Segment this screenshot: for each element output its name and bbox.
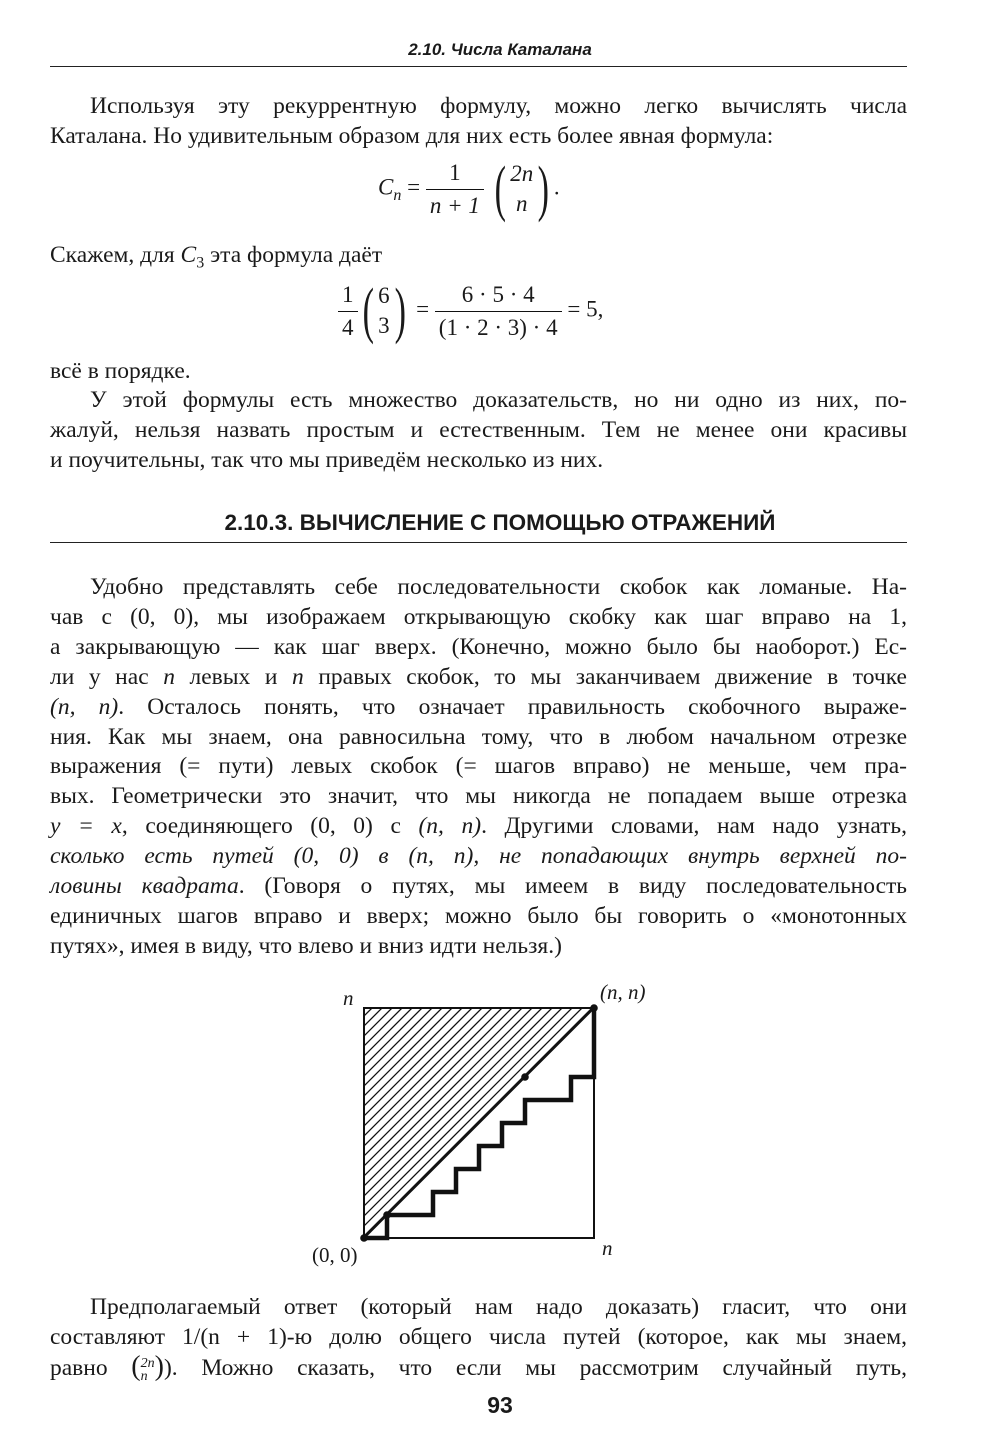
- diagonal-touch-point: [590, 1004, 598, 1012]
- text-line: [50, 812, 907, 842]
- text-line: [50, 240, 907, 279]
- label-origin: (0, 0): [312, 1243, 358, 1267]
- hatch-line: [352, 1008, 502, 1248]
- text-line: вых. Геометрически это значит, что мы никогда не попадаем выше отрезка: [50, 783, 907, 810]
- text-line: ния. Как мы знаем, она равносильна тому, что в любом начальном отрезке: [50, 723, 907, 750]
- text-fragment: Скажем, для: [50, 242, 181, 268]
- binomial: [490, 155, 554, 223]
- label-top-left-n: n: [343, 986, 354, 1010]
- example-formula: [338, 277, 604, 345]
- hatch-line: [352, 1008, 362, 1248]
- equals-sign: =: [416, 296, 435, 322]
- inline-binomial-top: 2n: [140, 1355, 155, 1371]
- hatch-line: [352, 1008, 542, 1248]
- text-line: равно ( 2n n )). Можно сказать, что если мы рассмотрим случайный путь,: [50, 1351, 907, 1384]
- formula-result: = 5,: [567, 296, 604, 322]
- running-head: 2.10. Числа Каталана: [408, 40, 592, 59]
- hatch-line: [432, 1008, 612, 1248]
- text-fragment: левых и: [174, 663, 293, 690]
- binomial-bottom: n: [516, 191, 528, 216]
- text-line: [50, 872, 907, 902]
- right-paren: ): [537, 155, 550, 223]
- text-fragment: ли у нас: [50, 663, 164, 690]
- math-subscript: 3: [196, 254, 205, 272]
- text-line: составляют 1/(n + 1)-ю долю общего числа путей (которое, как мы знаем,: [50, 1324, 907, 1350]
- text-line: [50, 693, 907, 723]
- hatch-line: [582, 1008, 612, 1248]
- text-fragment: равно: [50, 1355, 132, 1381]
- paragraph-reflection: [50, 573, 907, 962]
- text-line: выражения (= пути) левых скобок (= шагов вправо) не меньше, чем пра-: [50, 753, 907, 780]
- diagonal-touch-point: [383, 1211, 391, 1219]
- text-line: жалуй, нельзя назвать простым и естественным. Тем не менее они красивы: [50, 417, 907, 443]
- hatch-line: [602, 1008, 612, 1248]
- hatch-line: [422, 1008, 612, 1248]
- left-paren: (: [494, 155, 506, 223]
- diagonal-touch-point: [360, 1234, 368, 1242]
- left-paren: (: [362, 277, 374, 345]
- text-fragment: . Другими словами, нам надо узнать,: [481, 813, 908, 840]
- text-fragment: эта формула даёт: [204, 242, 383, 268]
- lattice-path-figure: [352, 998, 612, 1258]
- text-line-italic: сколько есть путей (0, 0) в (n, n), не попадающих внутрь верхней по-: [50, 843, 907, 870]
- hatch-line: [372, 1008, 612, 1248]
- text-fragment: правых скобок, то мы заканчиваем движение в точке: [303, 663, 907, 690]
- text-fragment-italic: ловины квадрата: [50, 873, 239, 900]
- binomial-bottom: 3: [378, 313, 390, 338]
- hatch-line: [512, 1008, 612, 1248]
- hatch-line: [562, 1008, 612, 1248]
- section-heading: 2.10.3. ВЫЧИСЛЕНИЕ С ПОМОЩЬЮ ОТРАЖЕНИЙ: [224, 510, 776, 535]
- math-point: (n, n): [418, 813, 482, 840]
- label-top-right-nn: (n, n): [600, 980, 646, 1004]
- diagonal-touch-point: [521, 1073, 529, 1081]
- binomial: [358, 277, 411, 345]
- hatch-line: [362, 1008, 602, 1248]
- text-line: У этой формулы есть множество доказательств, но ни одно из них, по-: [90, 387, 907, 413]
- catalan-formula: [378, 155, 560, 223]
- fraction-numerator: 1: [449, 159, 461, 185]
- paragraph-intro: [50, 91, 907, 151]
- text-line: путях», имея в виду, что влево и вниз идти нельзя.): [50, 932, 562, 959]
- page-number: 93: [487, 1392, 513, 1418]
- fraction: [338, 282, 358, 341]
- paragraph-example: [50, 240, 907, 279]
- label-bottom-right-n: n: [602, 1236, 613, 1260]
- text-line: Удобно представлять себе последовательности скобок как ломаные. На-: [90, 574, 907, 600]
- inline-binomial-bottom: n: [140, 1368, 148, 1384]
- formula-lhs: C: [378, 174, 394, 200]
- right-paren: ): [394, 277, 406, 345]
- text-line: Используя эту рекуррентную формулу, можно легко вычислять числа: [90, 93, 907, 119]
- fraction-numerator: 1: [342, 281, 354, 307]
- hatch-line: [442, 1008, 612, 1248]
- fraction-denominator: n + 1: [426, 189, 484, 219]
- paragraph-proofs: [50, 385, 907, 475]
- fraction-numerator: 6 · 5 · 4: [461, 281, 535, 307]
- fraction: [426, 160, 484, 219]
- math-n: n: [292, 663, 304, 690]
- text-line: единичных шагов вправо и вверх; можно было бы говорить о «монотонных: [50, 902, 907, 929]
- text-fragment: . Осталось понять, что означает правильность скобочного выраже-: [118, 693, 907, 720]
- hatch-line: [532, 1008, 612, 1248]
- header-rule: [50, 66, 907, 67]
- text-line: Каталана. Но удивительным образом для них есть более явная формула:: [50, 123, 774, 149]
- hatch-line: [352, 1008, 372, 1248]
- math-c: C: [180, 242, 197, 268]
- text-fragment: . (Говоря о путях, мы имеем в виду последовательность: [238, 873, 907, 900]
- diagonal-y-equals-x: [364, 1008, 594, 1238]
- fraction-denominator: (1 · 2 · 3) · 4: [435, 311, 562, 341]
- paragraph-ok: [50, 356, 907, 386]
- text-fragment: ). Можно сказать, что если мы рассмотрим случайный путь,: [163, 1355, 907, 1381]
- math-equation: y = x: [50, 813, 122, 840]
- text-line: Предполагаемый ответ (который нам надо доказать) гласит, что они: [90, 1294, 907, 1320]
- text-fragment: , соединяющего (0, 0) с: [121, 813, 419, 840]
- hatch-line: [462, 1008, 612, 1248]
- equals-sign: =: [407, 174, 426, 200]
- formula-lhs-subscript: n: [393, 186, 402, 204]
- binomial-top: 2n: [510, 161, 534, 186]
- text-line: чав с (0, 0), мы изображаем открывающую скобку как шаг вправо на 1,: [50, 603, 907, 630]
- text-line: а закрывающую — как шаг вверх. (Конечно, можно было бы наоборот.) Ес-: [50, 633, 907, 660]
- section-rule: [50, 542, 907, 543]
- hatch-line: [352, 1008, 402, 1248]
- text-line: [50, 663, 907, 693]
- fraction: [435, 282, 562, 341]
- binomial-top: 6: [378, 283, 390, 308]
- math-n: n: [163, 663, 175, 690]
- formula-period: .: [553, 174, 560, 200]
- fraction-denominator: 4: [338, 311, 358, 341]
- text-line: всё в порядке.: [50, 358, 191, 384]
- math-point: (n, n): [50, 693, 119, 720]
- hatch-line: [552, 1008, 612, 1248]
- hatch-line: [472, 1008, 612, 1248]
- hatch-line: [352, 1008, 562, 1248]
- paragraph-answer: [50, 1292, 907, 1383]
- text-line: и поучительны, так что мы приведём несколько из них.: [50, 447, 604, 473]
- hatch-line: [542, 1008, 612, 1248]
